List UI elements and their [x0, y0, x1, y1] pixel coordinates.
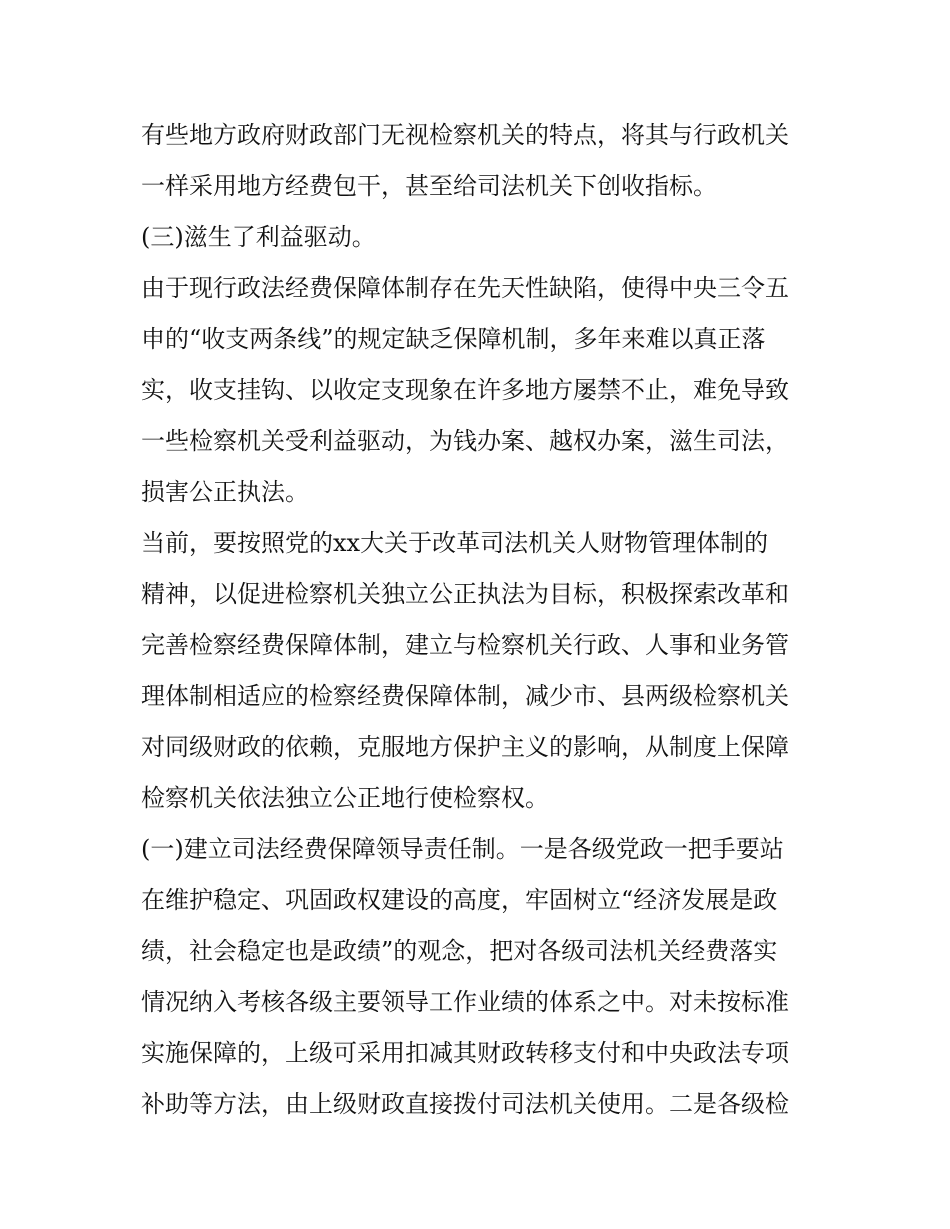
text-line: 有些地方政府财政部门无视检察机关的特点，将其与行政机关: [141, 121, 789, 149]
text-line: 实施保障的，上级可采用扣减其财政转移支付和中央政法专项: [141, 1039, 789, 1067]
text-line: 绩，社会稳定也是政绩”的观念，把对各级司法机关经费落实: [141, 937, 778, 965]
text-line: 补助等方法，由上级财政直接拨付司法机关使用。二是各级检: [141, 1090, 789, 1118]
section-heading: (三)滋生了利益驱动。: [141, 223, 376, 251]
text-line: 申的“收支两条线”的规定缺乏保障机制，多年来难以真正落: [141, 325, 766, 353]
text-line: 完善检察经费保障体制，建立与检察机关行政、人事和业务管: [141, 631, 789, 659]
text-line: 实，收支挂钩、以收定支现象在许多地方屡禁不止，难免导致: [141, 376, 789, 404]
text-line: 理体制相适应的检察经费保障体制，减少市、县两级检察机关: [141, 682, 789, 710]
text-line: 一样采用地方经费包干，甚至给司法机关下创收指标。: [141, 172, 717, 200]
text-line: 情况纳入考核各级主要领导工作业绩的体系之中。对未按标准: [141, 988, 789, 1016]
section-heading: (一)建立司法经费保障领导责任制。一是各级党政一把手要站: [141, 835, 784, 863]
text-line: 当前，要按照党的xx大关于改革司法机关人财物管理体制的: [141, 529, 769, 557]
text-line: 检察机关依法独立公正地行使检察权。: [141, 784, 549, 812]
body-text: [141, 110, 821, 1130]
text-line: 损害公正执法。: [141, 478, 309, 506]
text-line: 一些检察机关受利益驱动，为钱办案、越权办案，滋生司法，: [141, 427, 789, 455]
text-line: 精神，以促进检察机关独立公正执法为目标，积极探索改革和: [141, 580, 789, 608]
text-line: 由于现行政法经费保障体制存在先天性缺陷，使得中央三令五: [141, 274, 789, 302]
text-line: 对同级财政的依赖，克服地方保护主义的影响，从制度上保障: [141, 733, 789, 761]
text-line: 在维护稳定、巩固政权建设的高度，牢固树立“经济发展是政: [141, 886, 778, 914]
